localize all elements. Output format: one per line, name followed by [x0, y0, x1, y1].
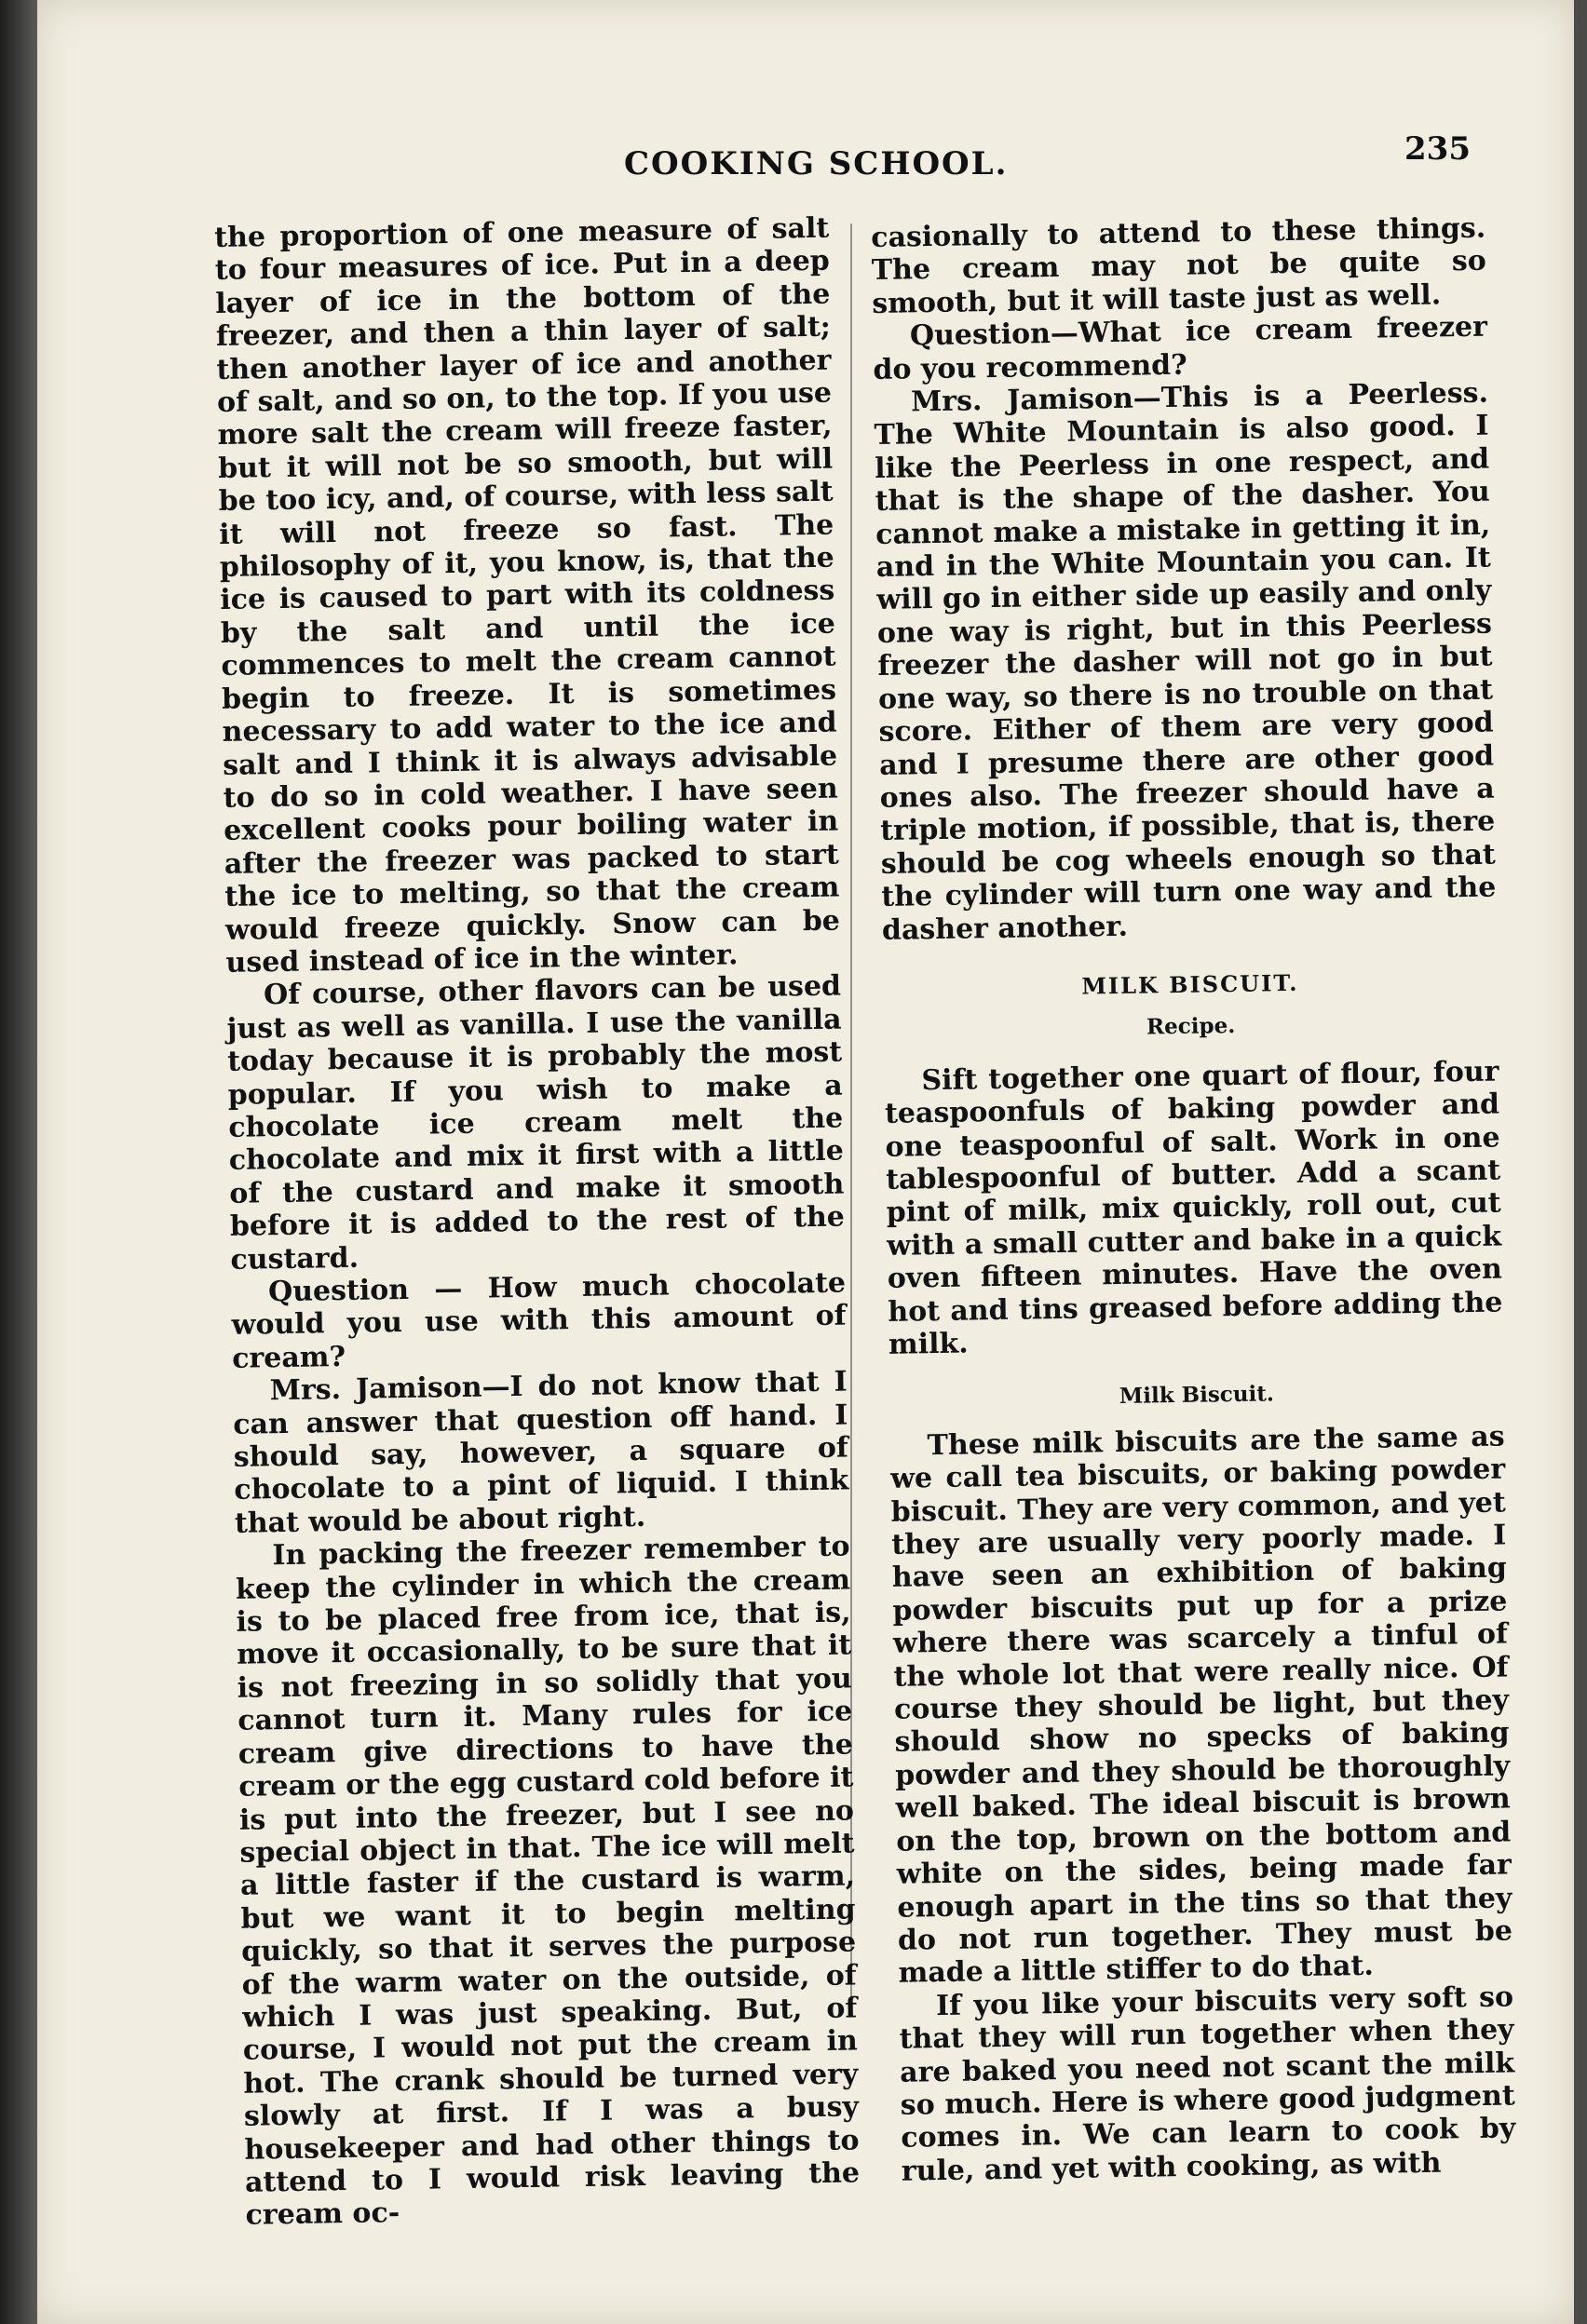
book-binding-edge: [0, 0, 37, 2324]
paragraph: These milk biscuits are the same as we call tea biscuits, or baking powder biscuit. They are very common, and yet they are usually very poorly made. I have seen an exhibition of baking powder biscuits put up for a prize where there was scarcely a tinful of the whole lot that were really nice. Of course they should be light, but they should show no specks of baking powder and they should be thoroughly well baked. The ideal biscuit is brown on the top, brown on the bottom and white on the sides, being made far enough apart in the tins so that they do not run together. They must be made a little stiffer to do that.: [889, 1420, 1513, 1991]
paragraph: Of course, other flavors can be used just as well as vanilla. I use the vanilla today because it is probably the most popular. If you wish to make a chocolate ice cream melt the chocolate and mix it first with a little of the custard and make it smooth before it is added to the rest of the custard.: [226, 969, 846, 1277]
paragraph: Question—What ice cream freezer do you recommend?: [873, 310, 1488, 386]
paragraph: If you like your biscuits very soft so that they will run together when they are baked you need not scant the milk so much. Here is where good judgment comes in. We can learn to cook by rule, and yet with cooking, as with: [899, 1980, 1516, 2188]
paragraph: Mrs. Jamison—This is a Peerless. The White Mountain is also good. I like the Peerless in one respect, and that is the shape of the dasher. You cannot make a mistake in getting it in, and in the White Mountain you can. It will go in either side up easily and only one way is right, but in this Peerless freezer the dasher will not go in but one way, so there is no trouble on that score. Either of them are very good and I presume there are other good ones also. The freezer should have a triple motion, if possible, that is, there should be cog wheels enough so that the cylinder will turn one way and the dasher another.: [874, 376, 1497, 947]
page-header: [37, 130, 1574, 182]
paragraph: the proportion of one measure of salt to four measures of ice. Put in a deep layer of ice in the bottom of the freezer, and then a thin layer of salt; then another layer of ice and another of salt, and so on, to the top. If you use more salt the cream will freeze faster, but it will not be so smooth, but will be too icy, and, of course, with less salt it will not freeze so fast. The philosophy of it, you know, is, that the ice is caused to part with its coldness by the salt and until the ice commences to melt the cream cannot begin to freeze. It is sometimes necessary to add water to the ice and salt and I think it is always advisable to do so in cold weather. I have seen excellent cooks pour boiling water in after the freezer was packed to start the ice to melting, so that the cream would freeze quickly. Snow can be used instead of ice in the winter.: [214, 211, 841, 980]
discussion-heading: Milk Biscuit.: [1119, 1381, 1275, 1410]
paragraph: Question — How much chocolate would you use with this amount of cream?: [231, 1266, 847, 1375]
section-title: MILK BISCUIT.: [1081, 968, 1299, 1000]
paragraph: Mrs. Jamison—I do not know that I can answer that question off hand. I should say, however, a square of chocolate to a pint of liquid. I think that would be about right.: [233, 1365, 849, 1540]
paragraph: In packing the freezer remember to keep the cylinder in which the cream is to be placed free from ice, that is, move it occasionally, to be sure that it is not freezing in so solidly that you cannot turn it. Many rules for ice cream give directions to have the cream or the egg custard cold before it is put into the freezer, but I see no special object in that. The ice will melt a little faster if the custard is warm, but we want it to begin melting quickly, so that it serves the purpose of the warm water on the outside, of which I was just speaking. But, of course, I would not put the cream in hot. The crank should be turned very slowly at first. If I was a busy housekeeper and had other things to attend to I would risk leaving the cream oc-: [235, 1530, 861, 2233]
right-column: [871, 212, 1516, 2188]
recipe-text: Sift together one quart of flour, four teaspoonfuls of baking powder and one teaspoonful of salt. Work in one tablespoonful of butter. Add a scant pint of milk, mix quickly, roll out, cut with a small cutter and bake in a quick oven fifteen minutes. Have the oven hot and tins greased before adding the milk.: [884, 1055, 1503, 1361]
left-column: [214, 212, 861, 2233]
running-head: COOKING SCHOOL.: [624, 145, 1009, 182]
page-number: 235: [1404, 130, 1471, 168]
book-page: [37, 0, 1574, 2324]
paragraph: casionally to attend to these things. The cream may not be quite so smooth, but it will taste just as well.: [871, 211, 1487, 320]
recipe-heading: Recipe.: [1146, 1013, 1236, 1040]
